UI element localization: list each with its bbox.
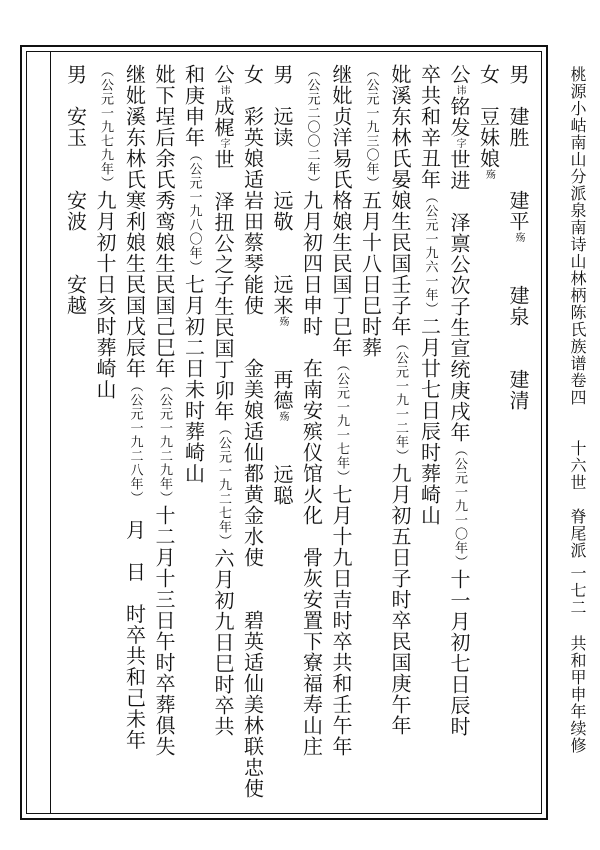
annotation-text: （公元一九二八年）	[127, 379, 143, 499]
column-text: 世 泽扭公之子生民国丁卯年	[211, 149, 235, 422]
column-text: 七月初二日未时葬崎山	[181, 274, 206, 484]
column-text: 十二月十三日午时卒葬俱失	[152, 505, 176, 757]
text-column	[446, 64, 472, 737]
annotation-text: （公元一九七九年）	[98, 64, 113, 190]
annotation-text: （公元一九一〇年）	[452, 443, 467, 569]
annotation-text: 殇	[277, 316, 288, 327]
annotation-text: （公元二〇〇二年）	[304, 64, 320, 190]
column-text: 男	[506, 64, 530, 85]
column-text: 二月廿七日辰时葬崎山	[417, 316, 442, 526]
column-text: 九月初十日亥时葬崎山	[93, 190, 117, 400]
column-text: 继妣贞洋易氏格娘生民国丁巳年	[329, 64, 353, 358]
annotation-text: 字	[218, 138, 229, 149]
text-column	[358, 64, 384, 358]
annotation-text: 殇	[483, 169, 495, 180]
column-text: 九月初四日申时 在南安殡仪馆火化 骨灰安置下寮福寿山庄	[299, 190, 324, 757]
annotation-text: 殇	[513, 232, 524, 243]
annotation-text: （公元一九六一年）	[422, 190, 438, 316]
annotation-text: （公元一九三〇年）	[363, 64, 379, 190]
column-text: 远聪	[270, 422, 294, 506]
column-text: 妣下埕后余氏秀鸾娘生民国己巳年	[152, 64, 176, 379]
text-column	[181, 64, 207, 484]
column-text: 豆妹娘	[476, 85, 501, 169]
text-column	[92, 64, 118, 400]
text-column	[417, 64, 443, 526]
volume-label: 卷四	[568, 372, 587, 406]
column-text: 成梶	[211, 96, 235, 138]
annotation-text: （公元一九二九年）	[157, 379, 172, 505]
annotation-text: （公元一九八〇年）	[186, 148, 202, 274]
column-text: 六月初九日巳时卒共	[211, 548, 235, 737]
generation-label: 十六世 脊尾派	[568, 440, 587, 559]
column-text: 和庚申年	[181, 64, 206, 148]
column-text: 十一月初七日辰时	[447, 569, 471, 737]
annotation-text: 讳	[218, 85, 229, 96]
text-column	[269, 64, 295, 506]
annotation-text: （公元一九一二年）	[393, 337, 408, 463]
column-text: 继妣溪东林氏寒利娘生民国戊辰年	[122, 64, 147, 379]
edition-label: 共和甲申年续修	[568, 635, 587, 754]
column-text: 月 日 时卒共和己未年	[122, 498, 147, 751]
column-text: 女	[476, 64, 501, 85]
text-column	[240, 64, 265, 799]
annotation-text: 殇	[277, 411, 288, 422]
column-text: 妣溪东林氏晏娘生民国壬子年	[388, 64, 412, 337]
column-text: 铭发	[447, 96, 471, 138]
annotation-text: 讳	[454, 85, 465, 96]
text-column	[122, 64, 148, 751]
column-text: 彩英娘适岩田蔡琴能使 金美娘适仙都黄金水使 碧英适仙美林联忠使	[240, 85, 265, 799]
annotation-text: （公元一九一七年）	[334, 358, 349, 484]
column-text: 世进 泽禀公次子生宣统庚戌年	[447, 149, 471, 443]
column-text: 安玉 安波 安越	[63, 85, 88, 316]
header-separator-line	[50, 52, 51, 813]
page-number: 一七二	[568, 565, 587, 616]
column-text: 卒共和辛丑年	[417, 64, 442, 190]
column-text: 男	[270, 64, 294, 85]
column-text: 建胜 建平	[506, 85, 530, 232]
text-column	[387, 64, 413, 736]
column-text: 七月十九日吉时卒共和壬午年	[329, 484, 353, 757]
text-column	[505, 64, 531, 411]
text-column	[476, 64, 502, 180]
text-column	[328, 64, 354, 757]
column-text: 女	[240, 64, 265, 85]
text-column	[210, 64, 236, 737]
text-column	[299, 64, 325, 757]
text-column	[151, 64, 177, 757]
column-text: 男	[63, 64, 88, 85]
column-text: 九月初五日子时卒民国庚午年	[388, 463, 412, 736]
book-title: 桃源小岵南山分派泉南诗山林柄陈氏族谱	[568, 66, 587, 372]
column-text: 再德	[270, 327, 294, 411]
annotation-text: （公元一九二七年）	[216, 422, 231, 548]
column-text: 建泉 建清	[506, 243, 530, 411]
annotation-text: 字	[454, 138, 465, 149]
column-text: 五月十八日巳时葬	[358, 190, 383, 358]
column-text: 公	[447, 64, 471, 85]
column-text: 远读 远敬 远来	[270, 85, 294, 316]
column-text: 公	[211, 64, 235, 85]
text-column	[63, 64, 88, 316]
